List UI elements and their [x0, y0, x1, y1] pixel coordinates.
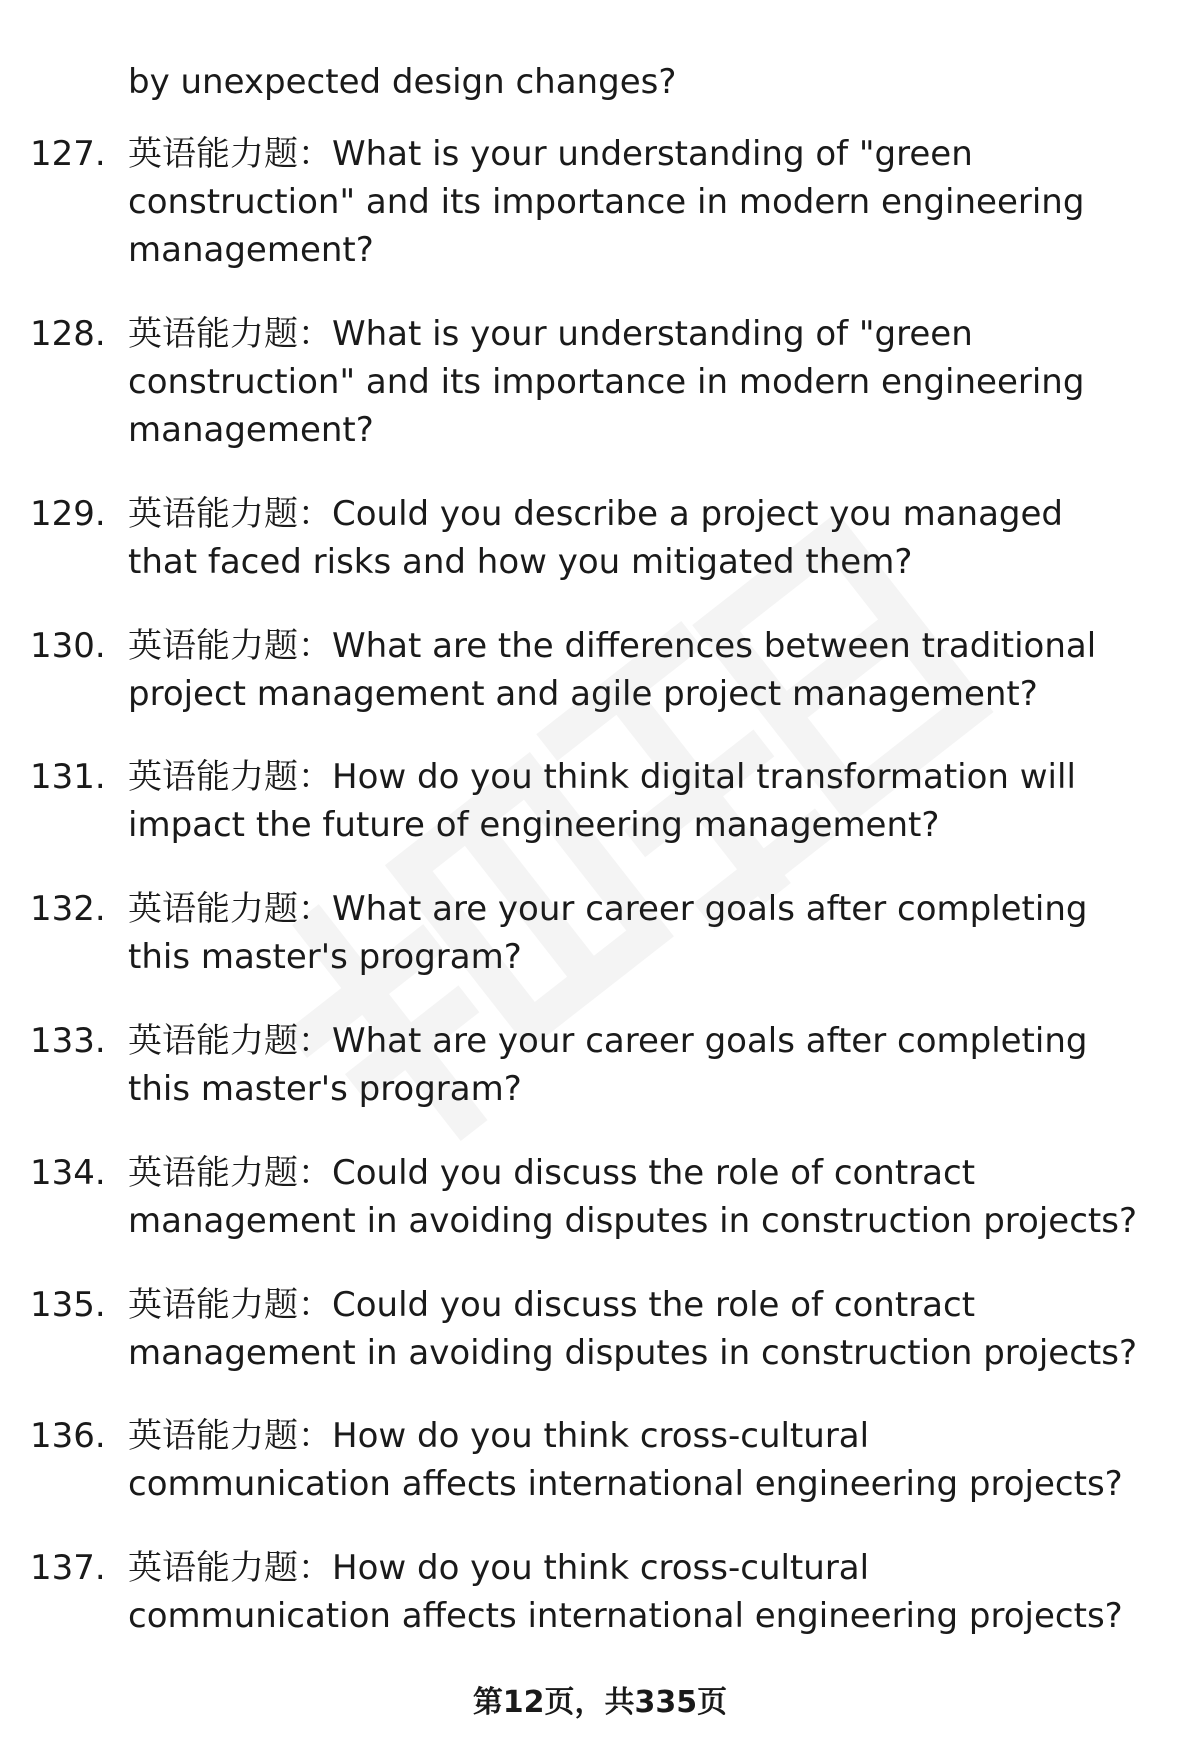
question-number: 137.: [30, 1548, 106, 1588]
question-line: 英语能力题：How do you think cross-cultural: [128, 1416, 870, 1456]
question-line: that faced risks and how you mitigated them?: [128, 542, 913, 582]
question-number: 127.: [30, 134, 106, 174]
question-line: management?: [128, 230, 374, 270]
page-footer: 第12页，共335页: [472, 1685, 728, 1720]
question-line: 英语能力题：Could you describe a project you managed: [128, 494, 1063, 534]
question-line: this master's program?: [128, 937, 522, 977]
question-line: 英语能力题：What are the differences between traditional: [128, 626, 1097, 666]
question-line: 英语能力题：What is your understanding of "green: [128, 134, 973, 174]
question-number: 128.: [30, 314, 106, 354]
question-line: project management and agile project management?: [128, 674, 1038, 714]
question-line: construction" and its importance in modern engineering: [128, 362, 1085, 402]
question-line: impact the future of engineering management?: [128, 805, 940, 845]
question-line: construction" and its importance in modern engineering: [128, 182, 1085, 222]
question-number: 134.: [30, 1153, 106, 1193]
question-number: 133.: [30, 1021, 106, 1061]
question-line: 英语能力题：How do you think digital transformation will: [128, 757, 1076, 797]
question-line: 英语能力题：Could you discuss the role of contract: [128, 1153, 976, 1193]
question-line: 英语能力题：What are your career goals after completing: [128, 1021, 1088, 1061]
question-line: 英语能力题：What is your understanding of "green: [128, 314, 973, 354]
question-line: 英语能力题：How do you think cross-cultural: [128, 1548, 870, 1588]
question-line: communication affects international engineering projects?: [128, 1596, 1123, 1636]
question-number: 129.: [30, 494, 106, 534]
question-line: communication affects international engineering projects?: [128, 1464, 1123, 1504]
question-line: this master's program?: [128, 1069, 522, 1109]
question-line: management in avoiding disputes in construction projects?: [128, 1201, 1137, 1241]
question-line: 英语能力题：What are your career goals after completing: [128, 889, 1088, 929]
question-number: 131.: [30, 757, 106, 797]
question-line: management?: [128, 410, 374, 450]
question-number: 130.: [30, 626, 106, 666]
question-number: 132.: [30, 889, 106, 929]
question-line: 英语能力题：Could you discuss the role of contract: [128, 1285, 976, 1325]
continued-question-text: by unexpected design changes?: [128, 62, 677, 102]
question-number: 136.: [30, 1416, 106, 1456]
question-number: 135.: [30, 1285, 106, 1325]
question-line: management in avoiding disputes in construction projects?: [128, 1333, 1137, 1373]
